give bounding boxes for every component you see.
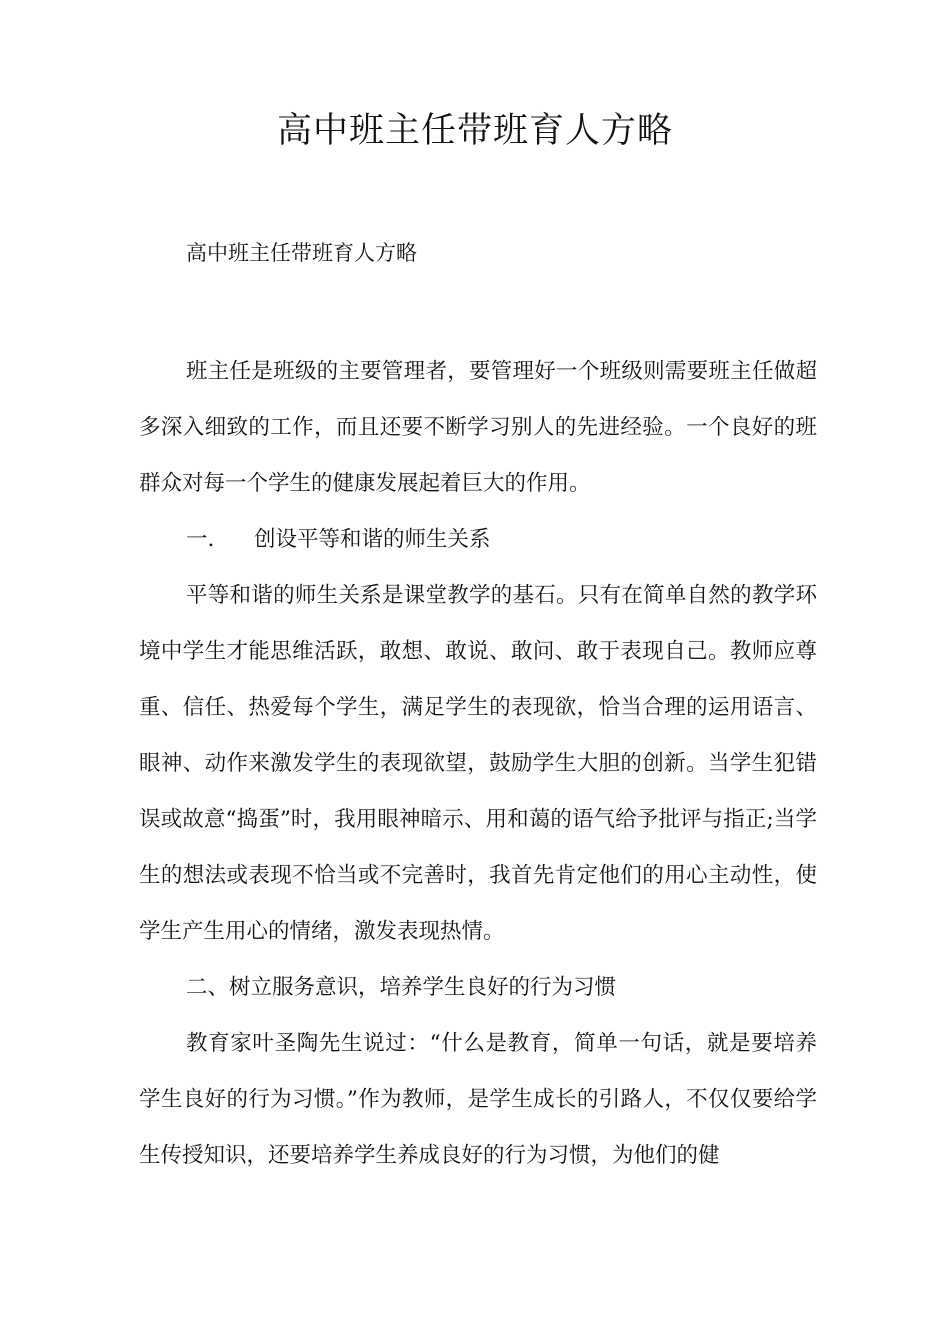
intro-paragraph: 班主任是班级的主要管理者，要管理好一个班级则需要班主任做超多深入细致的工作，而且还要不断学习别人的先进经验。一个良好的班群众对每一个学生的健康发展起着巨大的作用。 xyxy=(139,359,817,496)
section-one-number: 一. xyxy=(186,527,215,552)
section-one-heading xyxy=(139,512,817,568)
section-two-heading: 二、树立服务意识，培养学生良好的行为习惯 xyxy=(186,975,617,1000)
section-two-paragraph: 教育家叶圣陶先生说过：“什么是教育，简单一句话，就是要培养学生良好的行为习惯。”作为教师，是学生成长的引路人，不仅仅要给学生传授知识，还要培养学生养成良好的行为习惯，为他们的健 xyxy=(139,1031,817,1168)
document-body xyxy=(139,344,817,1184)
section-one-paragraph: 平等和谐的师生关系是课堂教学的基石。只有在简单自然的教学环境中学生才能思维活跃，敢想、敢说、敢问、敢于表现自己。教师应尊重、信任、热爱每个学生，满足学生的表现欲，恰当合理的运用语言、眼神、动作来激发学生的表现欲望，鼓励学生大胆的创新。当学生犯错误或故意“捣蛋”时，我用眼神暗示、用和蔼的语气给予批评与指正;当学生的想法或表现不恰当或不完善时，我首先肯定他们的用心主动性，使学生产生用心的情绪，激发表现热情。 xyxy=(139,583,817,944)
document-title: 高中班主任带班育人方略 xyxy=(276,111,673,151)
section-one-title: 创设平等和谐的师生关系 xyxy=(254,527,491,552)
document-subtitle: 高中班主任带班育人方略 xyxy=(186,241,417,265)
